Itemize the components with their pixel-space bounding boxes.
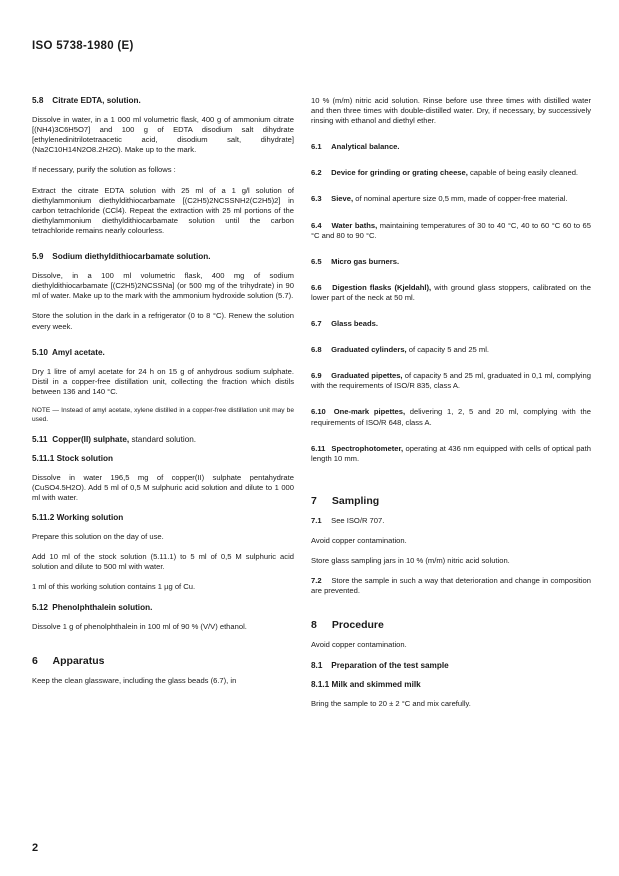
item-title: Spectrophotometer, [331, 443, 404, 453]
section-number: 8.1 [311, 660, 323, 670]
item-number: 6.10 [311, 407, 326, 417]
item-title: Micro gas burners. [331, 256, 400, 266]
heading-5-9 [32, 252, 294, 262]
item-number: 6.4 [311, 220, 322, 230]
note: NOTE — Instead of amyl acetate, xylene distilled in a copper-free distillation unit may be used. [32, 406, 294, 423]
item-text: delivering 1, 2, 5 and 20 ml, complying with the requirements of ISO/R 648, class A. [311, 407, 591, 427]
paragraph: Dissolve in water 196,5 mg of copper(II) sulphate pentahydrate (CuSO4.5H2O). Add 5 ml of 0,5 M sulphuric acid solution and dilute to 1 000 ml with water. [32, 472, 294, 502]
paragraph: Dissolve 1 g of phenolphthalein in 100 ml of 90 % (V/V) ethanol. [32, 621, 247, 631]
item-6-1 [311, 142, 591, 152]
section-title: Milk and skimmed milk [331, 679, 421, 689]
item-6-6 [311, 283, 591, 303]
paragraph: Dissolve, in a 100 ml volumetric flask, 400 mg of sodium diethyldithiocarbamate [(C2H5)2NCSSNa] (or 500 mg of the trihydrate) in 90 ml of water. Make up to the mark with the ammonium hydroxide solution (5.7). [32, 271, 294, 301]
heading-5-12 [32, 603, 294, 613]
paragraph: Store the solution in the dark in a refrigerator (0 to 8 °C). Renew the solution every week. [32, 311, 294, 331]
paragraph: Avoid copper contamination. [311, 535, 407, 545]
paragraph: Keep the clean glassware, including the glass beads (6.7), in [32, 675, 237, 685]
section-number: 5.10 [32, 347, 48, 357]
section-number: 5.9 [32, 252, 44, 262]
item-number: 6.1 [311, 142, 322, 152]
paragraph: Extract the citrate EDTA solution with 25 ml of a 1 g/l solution of diethylammonium diethyldithiocarbamate [(C2H5)2NCSSNH2(C2H5)2] in carbon tetrachloride (CCl4). Repeat the extraction with 25 ml portions of the diethylammonium diethyldithiocarbamate solution until the carbon tetrachloride remains nearly colourless. [32, 185, 294, 235]
item-title: Sieve, [331, 194, 354, 204]
section-title: Apparatus [52, 654, 105, 667]
item-text: of capacity 5 and 25 ml, graduated in 0,1 ml, complying with the requirements of ISO/R 835, class A. [311, 371, 591, 391]
item-title: Analytical balance. [331, 142, 400, 152]
section-title: Sampling [331, 494, 380, 507]
heading-5-8 [32, 96, 294, 106]
paragraph: Dry 1 litre of amyl acetate for 24 h on 15 g of anhydrous sodium sulphate. Distil in a copper-free distillation unit, collecting the fraction which distils between 136 and 140 °C. [32, 366, 294, 396]
heading-6 [32, 656, 294, 666]
section-title: Citrate EDTA, solution. [52, 96, 141, 105]
section-number: 5.11.2 [32, 513, 55, 523]
paragraph: 1 ml of this working solution contains 1 µg of Cu. [32, 582, 196, 592]
section-number: 8 [311, 619, 317, 632]
section-title: Phenolphthalein solution. [52, 602, 153, 612]
item-number: 6.7 [311, 319, 322, 329]
item-text: operating at 436 nm equipped with cells of optical path length 10 mm. [311, 443, 591, 463]
heading-5-11-1 [32, 454, 294, 464]
item-number: 6.11 [311, 443, 326, 453]
item-text: Store the sample in such a way that deterioration and change in composition are prevented. [311, 576, 591, 596]
item-6-9 [311, 371, 591, 391]
item-title: Graduated cylinders, [331, 345, 407, 355]
section-title: Working solution [56, 513, 124, 523]
paragraph: Add 10 ml of the stock solution (5.11.1) to 5 ml of 0,5 M sulphuric acid solution and dilute to 500 ml with water. [32, 552, 294, 572]
item-6-5 [311, 257, 591, 267]
heading-5-11 [32, 435, 294, 445]
paragraph: 10 % (m/m) nitric acid solution. Rinse before use three times with distilled water and then three times with double-distilled water. Dry, if necessary, by successively rinsing with ethanol and diethyl ether. [311, 96, 591, 126]
section-number: 5.11 [32, 434, 48, 444]
item-number: 6.9 [311, 371, 322, 381]
item-title: Graduated pipettes, [331, 371, 403, 381]
paragraph: Dissolve in water, in a 1 000 ml volumetric flask, 400 g of ammonium citrate [(NH4)3C6H5O7] and 100 g of EDTA disodium salt dihydrate [ethylenedinitrilotetraacetic acid, disodium salt, dihydrate] (Na2C10H14N2O8.2H2O). Make up to the mark. [32, 115, 294, 155]
item-7-2 [311, 576, 591, 596]
item-title: Device for grinding or grating cheese, [331, 168, 468, 178]
heading-8 [311, 620, 591, 630]
section-title: Amyl acetate. [51, 347, 105, 357]
heading-8-1-1 [311, 680, 591, 690]
section-title: Stock solution [56, 453, 113, 463]
item-6-4 [311, 221, 591, 241]
section-number: 5.12 [32, 602, 48, 612]
item-title: Water baths, [331, 220, 378, 230]
left-column [32, 96, 294, 696]
heading-5-10 [32, 348, 294, 358]
item-6-8 [311, 345, 591, 355]
item-text: with ground glass stoppers, calibrated on the lower part of the neck at 50 ml. [311, 282, 591, 302]
section-title: Copper(II) sulphate, [52, 434, 130, 444]
document-header: ISO 5738-1980 (E) [32, 40, 134, 52]
item-text: maintaining temperatures of 30 to 40 °C, 40 to 60 °C 60 to 65 °C and 80 to 90 °C. [311, 220, 591, 240]
section-number: 6 [32, 654, 38, 667]
section-number: 8.1.1 [311, 679, 330, 689]
item-6-7 [311, 319, 591, 329]
item-title: Digestion flasks (Kjeldahl), [332, 282, 432, 292]
item-number: 7.2 [311, 576, 322, 586]
item-number: 7.1 [311, 515, 322, 525]
paragraph: Store glass sampling jars in 10 % (m/m) nitric acid solution. [311, 556, 510, 566]
item-6-11 [311, 444, 591, 464]
item-number: 6.6 [311, 282, 322, 292]
item-title: Glass beads. [331, 319, 378, 329]
item-6-2 [311, 168, 591, 178]
page-number: 2 [32, 842, 39, 854]
section-title: Procedure [331, 619, 384, 632]
section-number: 5.8 [32, 96, 44, 105]
item-text: of nominal aperture size 0,5 mm, made of copper-free material. [355, 194, 568, 204]
section-number: 5.11.1 [32, 453, 55, 463]
heading-5-11-2 [32, 513, 294, 523]
paragraph: Avoid copper contamination. [311, 640, 407, 650]
item-7-1 [311, 516, 591, 526]
section-number: 7 [311, 494, 317, 507]
heading-8-1 [311, 661, 591, 671]
item-text: capable of being easily cleaned. [469, 168, 579, 178]
paragraph: Prepare this solution on the day of use. [32, 532, 164, 542]
item-text: See ISO/R 707. [331, 515, 385, 525]
section-tail: standard solution. [131, 434, 197, 444]
item-number: 6.2 [311, 168, 322, 178]
item-6-10 [311, 407, 591, 427]
paragraph: Bring the sample to 20 ± 2 °C and mix carefully. [311, 698, 471, 708]
item-number: 6.8 [311, 345, 322, 355]
section-title: Sodium diethyldithiocarbamate solution. [52, 252, 211, 262]
right-column [311, 96, 591, 719]
item-number: 6.3 [311, 194, 322, 204]
item-number: 6.5 [311, 256, 322, 266]
item-text: of capacity 5 and 25 ml. [408, 345, 489, 355]
heading-7 [311, 496, 591, 506]
section-title: Preparation of the test sample [331, 660, 449, 670]
item-title: One-mark pipettes, [333, 407, 406, 417]
item-6-3 [311, 194, 591, 204]
paragraph: If necessary, purify the solution as follows : [32, 165, 176, 175]
